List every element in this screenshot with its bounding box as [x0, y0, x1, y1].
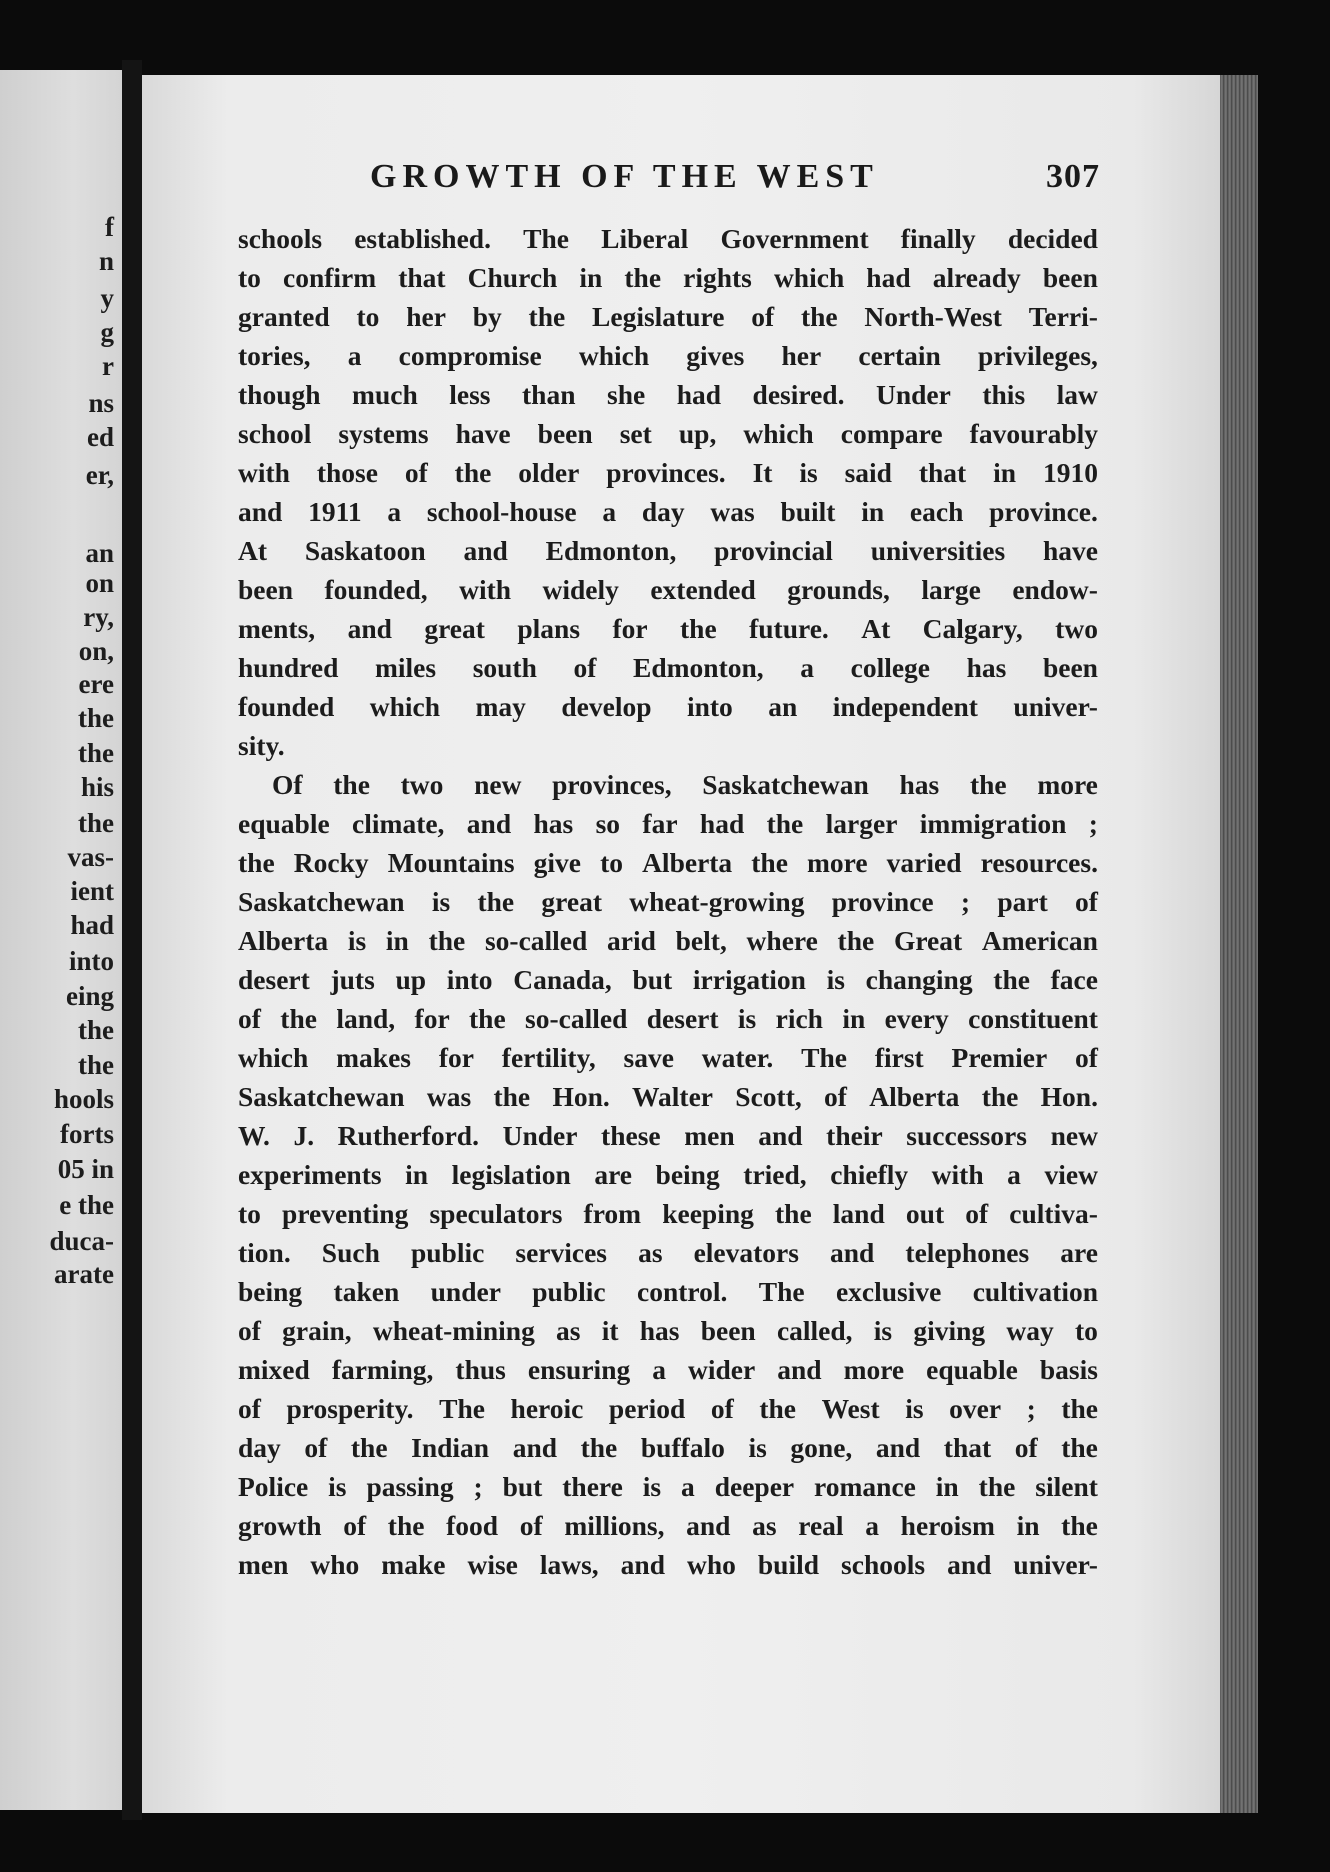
left-page-text-fragment: the — [78, 703, 114, 733]
left-page-text-fragment: an — [85, 538, 114, 568]
text-line: Saskatchewan was the Hon. Walter Scott, of Alberta the Hon. — [238, 1081, 1098, 1112]
text-line: to preventing speculators from keeping the land out of cultiva- — [238, 1198, 1098, 1229]
left-page-text-fragment: arate — [54, 1259, 114, 1289]
page-header — [370, 158, 1100, 198]
body-text — [238, 219, 1098, 1584]
text-line: men who make wise laws, and who build schools and univer- — [238, 1549, 1098, 1580]
text-line: mixed farming, thus ensuring a wider and more equable basis — [238, 1354, 1098, 1385]
running-head: GROWTH OF THE WEST — [370, 158, 879, 195]
left-page-text-fragment: ere — [78, 669, 114, 699]
left-page-text-fragment: the — [78, 738, 114, 768]
left-page-text-fragment: duca- — [49, 1226, 114, 1256]
left-page-text-fragment: ed — [87, 422, 114, 452]
text-line: the Rocky Mountains give to Alberta the more varied resources. — [238, 847, 1098, 878]
text-line: to confirm that Church in the rights which had already been — [238, 262, 1098, 293]
text-line: of prosperity. The heroic period of the West is over ; the — [238, 1393, 1098, 1424]
text-line: At Saskatoon and Edmonton, provincial universities have — [238, 535, 1098, 566]
text-line: sity. — [238, 730, 285, 761]
left-page-text-fragment: vas- — [67, 842, 114, 872]
page-edge — [1220, 75, 1258, 1813]
text-line: ments, and great plans for the future. At Calgary, two — [238, 613, 1098, 644]
text-line: day of the Indian and the buffalo is gone, and that of the — [238, 1432, 1098, 1463]
text-line: with those of the older provinces. It is said that in 1910 — [238, 457, 1098, 488]
left-page-text-fragment: on — [85, 568, 114, 598]
text-line: school systems have been set up, which compare favourably — [238, 418, 1098, 449]
text-line: been founded, with widely extended grounds, large endow- — [238, 574, 1098, 605]
left-page-text-fragment: e the — [59, 1190, 114, 1220]
text-line: being taken under public control. The exclusive cultivation — [238, 1276, 1098, 1307]
left-page-text-fragment: ient — [70, 876, 114, 906]
left-page-text-fragment: the — [78, 1050, 114, 1080]
left-page-text-fragment: hools — [53, 1084, 114, 1114]
left-page-text-fragment: forts — [60, 1119, 114, 1149]
page-number: 307 — [1046, 158, 1100, 195]
text-line: and 1911 a school-house a day was built in each province. — [238, 496, 1098, 527]
text-line: granted to her by the Legislature of the North-West Terri- — [238, 301, 1098, 332]
left-page-text-fragment: ns — [88, 388, 114, 418]
text-line: which makes for fertility, save water. The first Premier of — [238, 1042, 1098, 1073]
text-line: W. J. Rutherford. Under these men and their successors new — [238, 1120, 1098, 1151]
text-line: tories, a compromise which gives her certain privileges, — [238, 340, 1098, 371]
left-page-text-fragment: g — [100, 317, 114, 347]
left-page-text-fragment: y — [100, 283, 114, 313]
text-line: desert juts up into Canada, but irrigation is changing the face — [238, 964, 1098, 995]
text-line: experiments in legislation are being tried, chiefly with a view — [238, 1159, 1098, 1190]
text-line: tion. Such public services as elevators and telephones are — [238, 1237, 1098, 1268]
left-page-text-fragment: er, — [85, 460, 114, 490]
left-page-text-fragment: eing — [65, 981, 114, 1011]
text-line: equable climate, and has so far had the larger immigration ; — [238, 808, 1098, 839]
text-line: Of the two new provinces, Saskatchewan has the more — [272, 769, 1098, 800]
text-line: growth of the food of millions, and as real a heroism in the — [238, 1510, 1098, 1541]
book-gutter — [122, 60, 142, 1820]
text-line: Saskatchewan is the great wheat-growing province ; part of — [238, 886, 1098, 917]
text-line: though much less than she had desired. Under this law — [238, 379, 1098, 410]
left-page-text-fragment: had — [70, 910, 114, 940]
left-page-text-fragment: r — [102, 351, 114, 381]
left-page-text-fragment: 05 in — [57, 1154, 114, 1184]
text-line: founded which may develop into an independent univer- — [238, 691, 1098, 722]
left-page-text-fragment: his — [80, 772, 114, 802]
left-page-fragment — [0, 70, 122, 1810]
left-page-text-fragment: f — [105, 212, 114, 242]
text-line: Police is passing ; but there is a deeper romance in the silent — [238, 1471, 1098, 1502]
left-page-text-fragment: n — [98, 246, 114, 276]
text-line: Alberta is in the so-called arid belt, where the Great American — [238, 925, 1098, 956]
text-line: of the land, for the so-called desert is rich in every constituent — [238, 1003, 1098, 1034]
text-line: of grain, wheat-mining as it has been called, is giving way to — [238, 1315, 1098, 1346]
left-page-text-fragment: into — [68, 946, 114, 976]
left-page-text-fragment: on, — [78, 636, 114, 666]
left-page-text-fragment: the — [78, 1015, 114, 1045]
left-page-text-fragment: ry, — [83, 602, 114, 632]
left-page-text-fragment: the — [78, 808, 114, 838]
text-line: hundred miles south of Edmonton, a college has been — [238, 652, 1098, 683]
text-line: schools established. The Liberal Government finally decided — [238, 223, 1098, 254]
